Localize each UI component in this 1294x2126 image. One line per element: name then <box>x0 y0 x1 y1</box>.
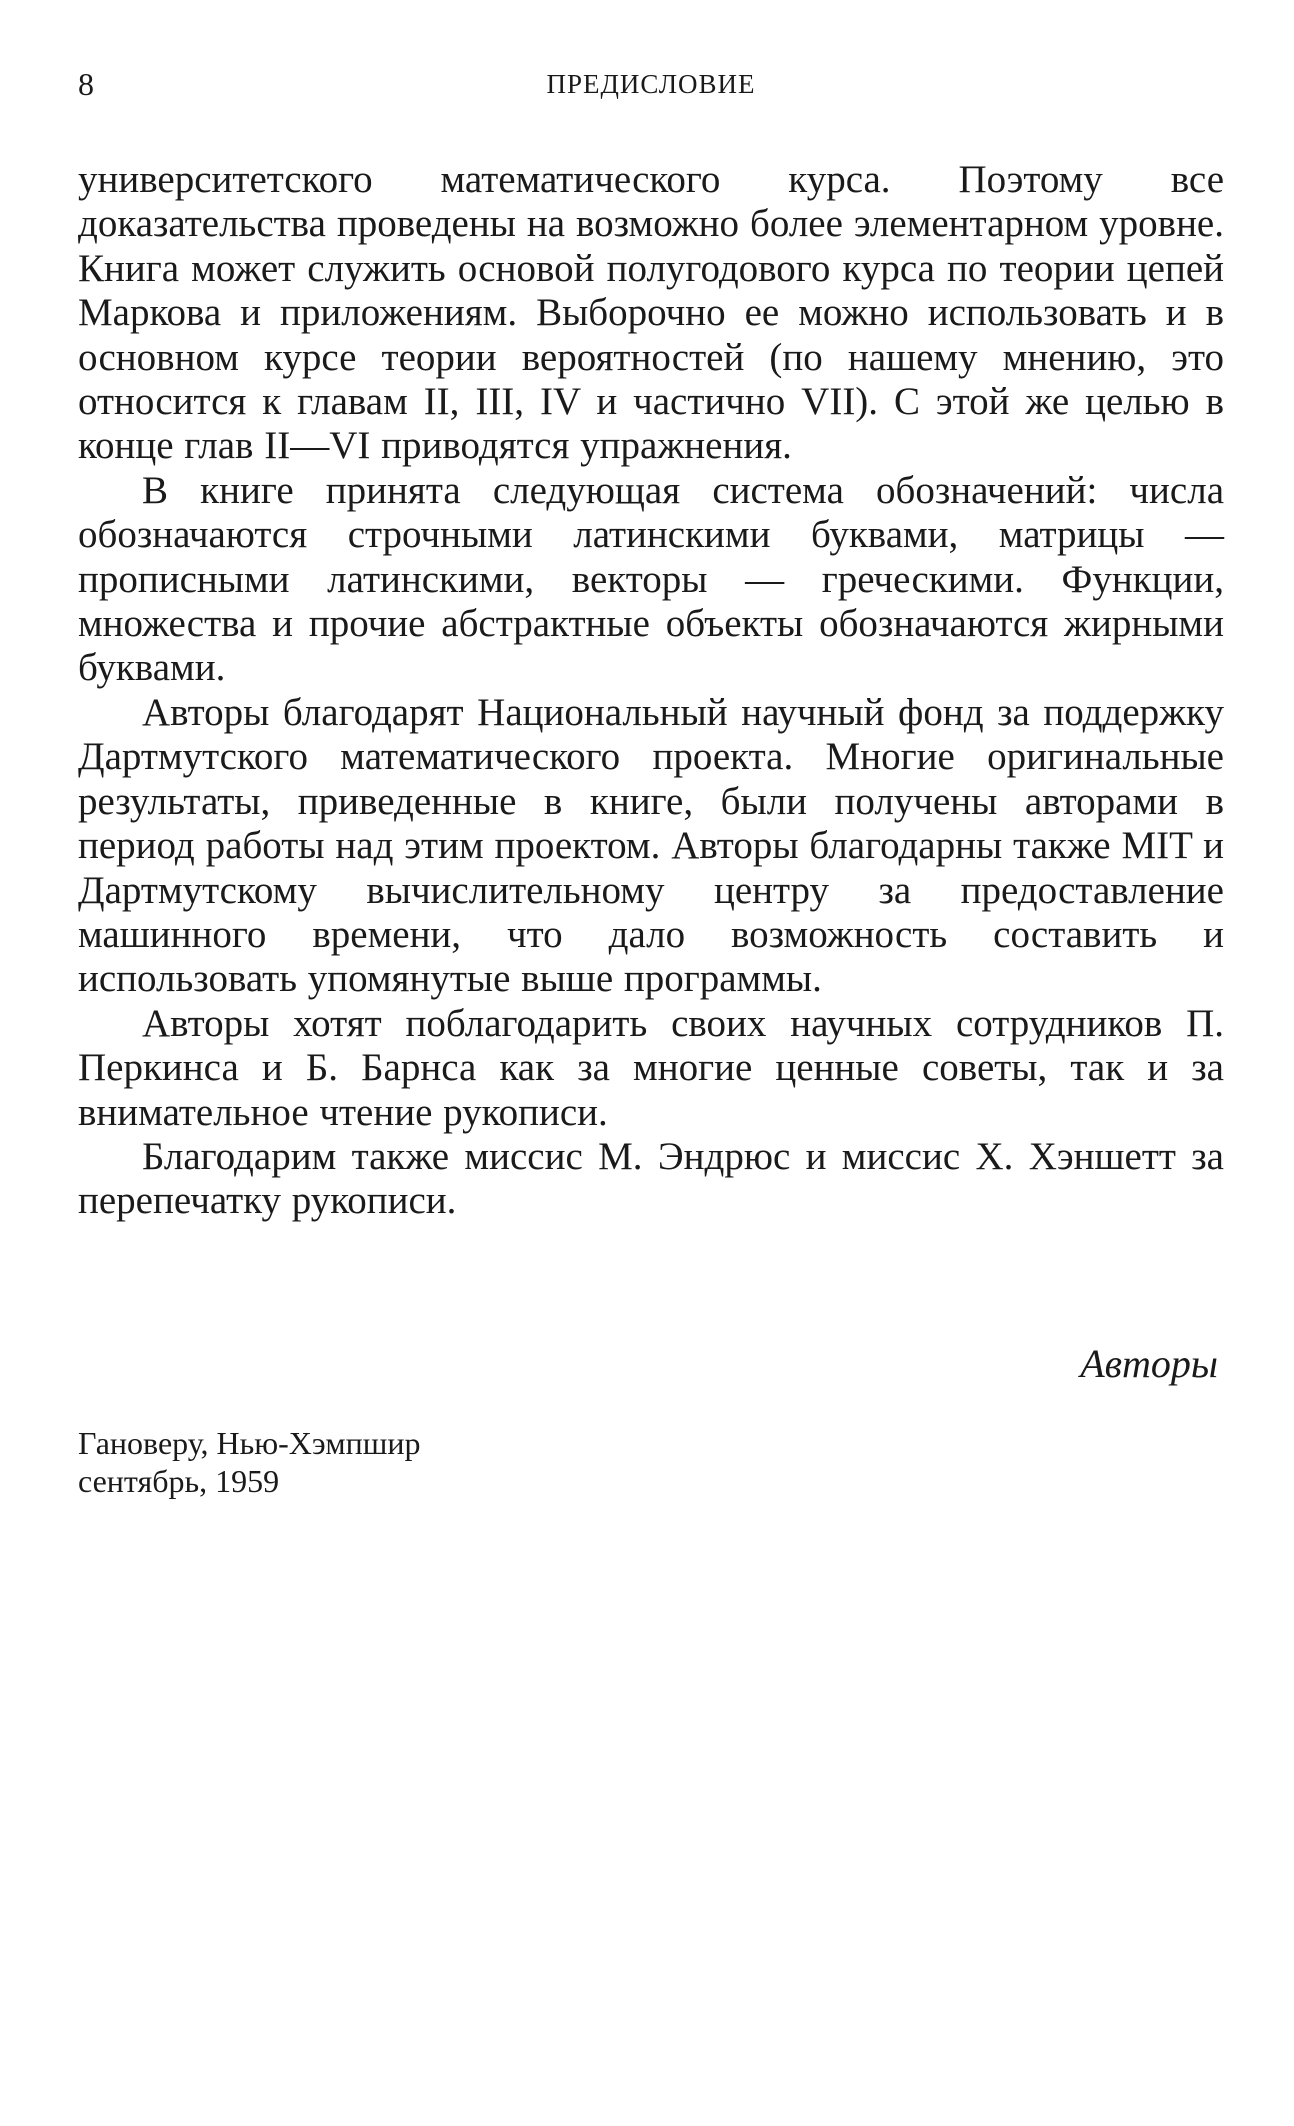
date-line: сентябрь, 1959 <box>78 1463 280 1499</box>
authors-signature: Авторы <box>1080 1341 1218 1386</box>
paragraph-acknowledgement-typing: Благодарим также миссис М. Эндрюс и миссис Х. Хэншетт за перепечатку рукописи. <box>78 1134 1224 1223</box>
paragraph-acknowledgement-colleagues: Авторы хотят поблагодарить своих научных сотрудников П. Перкинса и Б. Барнса как за многие ценные советы, так и за внимательное чтение рукописи. <box>78 1001 1224 1134</box>
page-number: 8 <box>78 66 94 102</box>
place-date-block <box>78 1424 421 1500</box>
running-title: ПРЕДИСЛОВИЕ <box>546 69 756 99</box>
page-header <box>78 64 1224 104</box>
paragraph-notation: В книге принята следующая система обозначений: числа обозначаются строчными латинскими буквами, матрицы — прописными латинскими, векторы — греческими. Функции, множества и прочие абстрактные объекты обозначаются жирными буквами. <box>78 468 1224 690</box>
preface-text <box>78 158 1224 1224</box>
paragraph-continuation: университетского математического курса. Поэтому все доказательства проведены на возможно более элементарном уровне. Книга может служить основой полугодового курса по теории цепей Маркова и приложениям. Выборочно ее можно использовать и в основном курсе теории вероятностей (по нашему мнению, это относится к главам II, III, IV и частично VII). С этой же целью в конце глав II—VI приводятся упражнения. <box>78 158 1224 468</box>
paragraph-acknowledgement-foundation: Авторы благодарят Национальный научный фонд за поддержку Дартмутского математического проекта. Многие оригинальные результаты, приведенные в книге, были получены авторами в период работы над этим проектом. Авторы благодарны также MIT и Дартмутскому вычислительному центру за предоставление машинного времени, что дало возможность составить и использовать упомянутые выше программы. <box>78 690 1224 1001</box>
place-line: Гановеру, Нью-Хэмпшир <box>78 1425 421 1461</box>
